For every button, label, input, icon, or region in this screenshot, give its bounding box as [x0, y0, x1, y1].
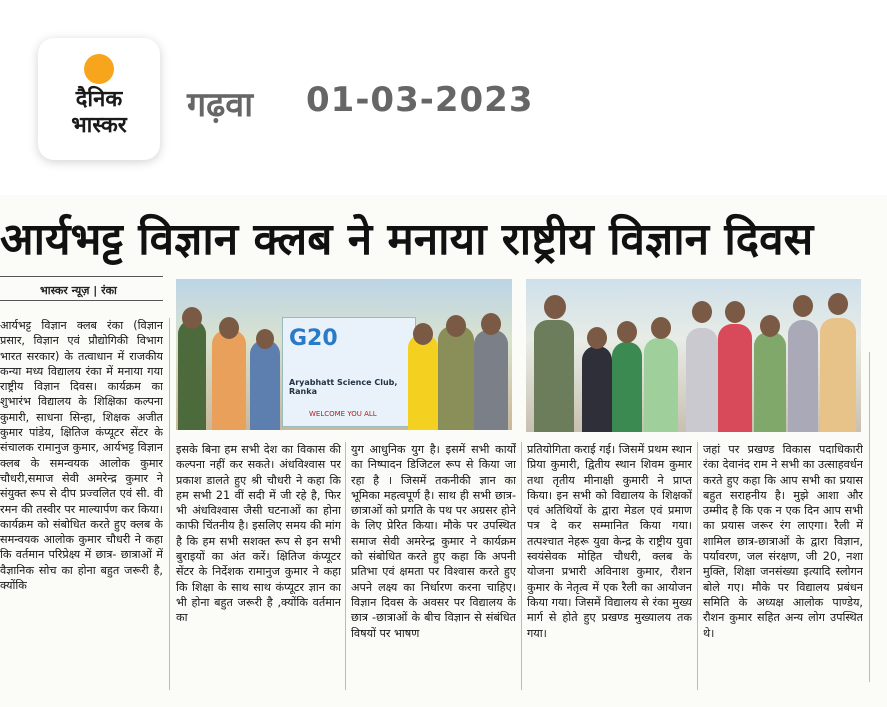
person [644, 338, 678, 432]
person-head [481, 313, 501, 335]
person [686, 328, 718, 432]
person [754, 332, 786, 432]
person [408, 334, 438, 430]
g20-banner [282, 317, 416, 427]
person-head [446, 315, 466, 337]
person-head [760, 315, 780, 337]
person-head [219, 317, 239, 339]
column-divider [169, 318, 170, 690]
person [534, 320, 574, 432]
article-headline: आर्यभट्ट विज्ञान क्लब ने मनाया राष्ट्रीय विज्ञान दिवस [0, 214, 814, 265]
city-label: गढ़वा [187, 85, 253, 125]
column-divider [345, 442, 346, 690]
person [788, 320, 818, 432]
column-divider [869, 352, 870, 682]
person-head [828, 293, 848, 315]
byline: भास्कर न्यूज़ | रंका [40, 284, 117, 297]
person [250, 340, 280, 430]
logo-line2: भास्कर [71, 113, 127, 138]
article-column-2: इसके बिना हम सभी देश का विकास की कल्पना नहीं कर सकते। अंधविश्वास पर प्रकाश डालते हुए श्री चौधरी ने कहा कि हम सभी 21 वीं सदी में जी रहे है, फिर भी अंधविश्वास जैसी घटनाओं का होना काफी चिंतनीय है। इसलिए समय की मांग है कि हम सभी सशक्त रूप से इन सभी बुराइयों का अंत करें। क्षितिज कंप्यूटर सेंटर के निर्देशक रामानुज कुमार ने कहा कि शिक्षा के साथ साथ कंप्यूटर ज्ञान का भी होना बहुत जरूरी है ,क्योंकि वर्तमान का [176, 443, 341, 625]
event-photo-winners [526, 279, 861, 432]
article-column-1: आर्यभट्ट विज्ञान क्लब रंका (विज्ञान प्रसार, विज्ञान एवं प्रौद्योगिकी विभाग भारत सरकार) के तत्वाधान में राजकीय कन्या मध्य विद्यालय रंका में मनाया गया राष्ट्रीय विज्ञान दिवस। कार्यक्रम का शुभारंभ विद्यालय के शिक्षिका कल्पना कुमारी, साधना सिन्हा, शिक्षक अजीत कुमार पांडेय, क्षितिज कंप्यूटर सेंटर के संचालक रामानुज कुमार, आर्यभट्ट विज्ञान क्लब के समन्वयक आलोक कुमार चौधरी,समाज सेवी अमरेन्द्र कुमार ने संयुक्त रूप से दीप प्रज्वलित एवं सी. वी रमन की तस्वीर पर माल्यार्पण कर किया। कार्यक्रम को संबोधित करते हुए क्लब के समन्वयक आलोक कुमार चौधरी ने कहा कि वर्तमान परिप्रेक्ष्य में छात्र- छात्राओं में वैज्ञानिक सोच का होना बहुत जरूरी है, क्योंकि [0, 319, 163, 593]
person [212, 330, 246, 430]
logo-line1: दैनिक [75, 87, 123, 112]
person [820, 318, 856, 432]
banner-club: Aryabhatt Science Club, Ranka [289, 378, 398, 396]
person [718, 324, 752, 432]
dainik-bhaskar-logo [38, 38, 160, 160]
divider [0, 276, 163, 277]
article-column-5: जहां पर प्रखण्ड विकास पदाधिकारी रंका देवानंद राम ने सभी का उत्साहवर्धन करते हुए कहा कि आप सभी का प्रयास बहुत सराहनीय है। मुझे आशा और उम्मीद है कि एक न एक दिन आप सभी का प्रयास जरूर रंग लाएगा। रैली में शामिल छात्र-छात्राओं के द्वारा विज्ञान, पर्यावरण, जल संरक्षण, जी 20, नशा मुक्ति, शिक्षा जनसंख्या इत्यादि स्लोगन बोले गए। मौके पर विद्यालय प्रबंधन समिति के अध्यक्ष आलोक पाण्डेय, रौशन कुमार सहित अन्य लोग उपस्थित थे। [703, 443, 863, 640]
person-head [793, 295, 813, 317]
person-head [725, 301, 745, 323]
article-column-3: युग आधुनिक युग है। इसमें सभी कार्यों का निष्पादन डिजिटल रूप से किया जा रहा है । जिसमें तकनीकी ज्ञान का भूमिका महत्वपूर्ण है। साथ ही सभी छात्र- छात्राओं को प्रगति के पथ पर अग्रसर होने के लिए प्रेरित किया। मौके पर उपस्थित समाज सेवी अमरेन्द्र कुमार ने कार्यक्रम को संबोधित करते हुए कहा कि अपनी प्रतिभा एवं क्षमता पर विश्वास करते हुए अपने लक्ष्य का निर्धारण करना चाहिए। विज्ञान दिवस के अवसर पर विद्यालय के छात्र -छात्राओं के बीच विज्ञान से संबंधित विषयों पर भाषण [351, 443, 516, 640]
person-head [413, 323, 433, 345]
person [582, 346, 612, 432]
sun-icon [84, 54, 114, 84]
column-divider [697, 442, 698, 690]
person-head [692, 301, 712, 323]
banner-welcome: WELCOME YOU ALL [309, 410, 377, 418]
person-head [256, 329, 274, 349]
person-head [587, 327, 607, 349]
article-column-4: प्रतियोगिता कराई गई। जिसमें प्रथम स्थान प्रिया कुमारी, द्वितीय स्थान शिवम कुमार तथा तृतीय मीनाक्षी कुमारी ने प्राप्त किया। इन सभी को विद्यालय के शिक्षकों एवं अतिथियों के द्वारा मेडल एवं प्रमाण पत्र दे कर सम्मानित किया गया। तत्पश्चात नेहरू युवा केन्द्र के राष्ट्रीय युवा स्वयंसेवक मोहित चौधरी, क्लब के योजना प्रभारी अविनाश कुमार, रौशन कुमार के नेतृत्व में एक रैली का आयोजन किया गया। जिसमें विद्यालय से रंका मुख्य मार्ग से होते हुए प्रखण्ड मुख्यालय तक गया। [527, 443, 692, 640]
person-head [182, 307, 202, 329]
column-divider [521, 442, 522, 690]
person-head [544, 295, 566, 319]
event-photo-group [176, 279, 512, 430]
banner-title: G20 [289, 326, 338, 351]
person-head [651, 317, 671, 339]
person [612, 342, 642, 432]
date-label: 01-03-2023 [306, 80, 534, 120]
person [178, 320, 206, 430]
person [474, 330, 508, 430]
divider [0, 300, 163, 301]
person [438, 326, 474, 430]
person-head [617, 321, 637, 343]
